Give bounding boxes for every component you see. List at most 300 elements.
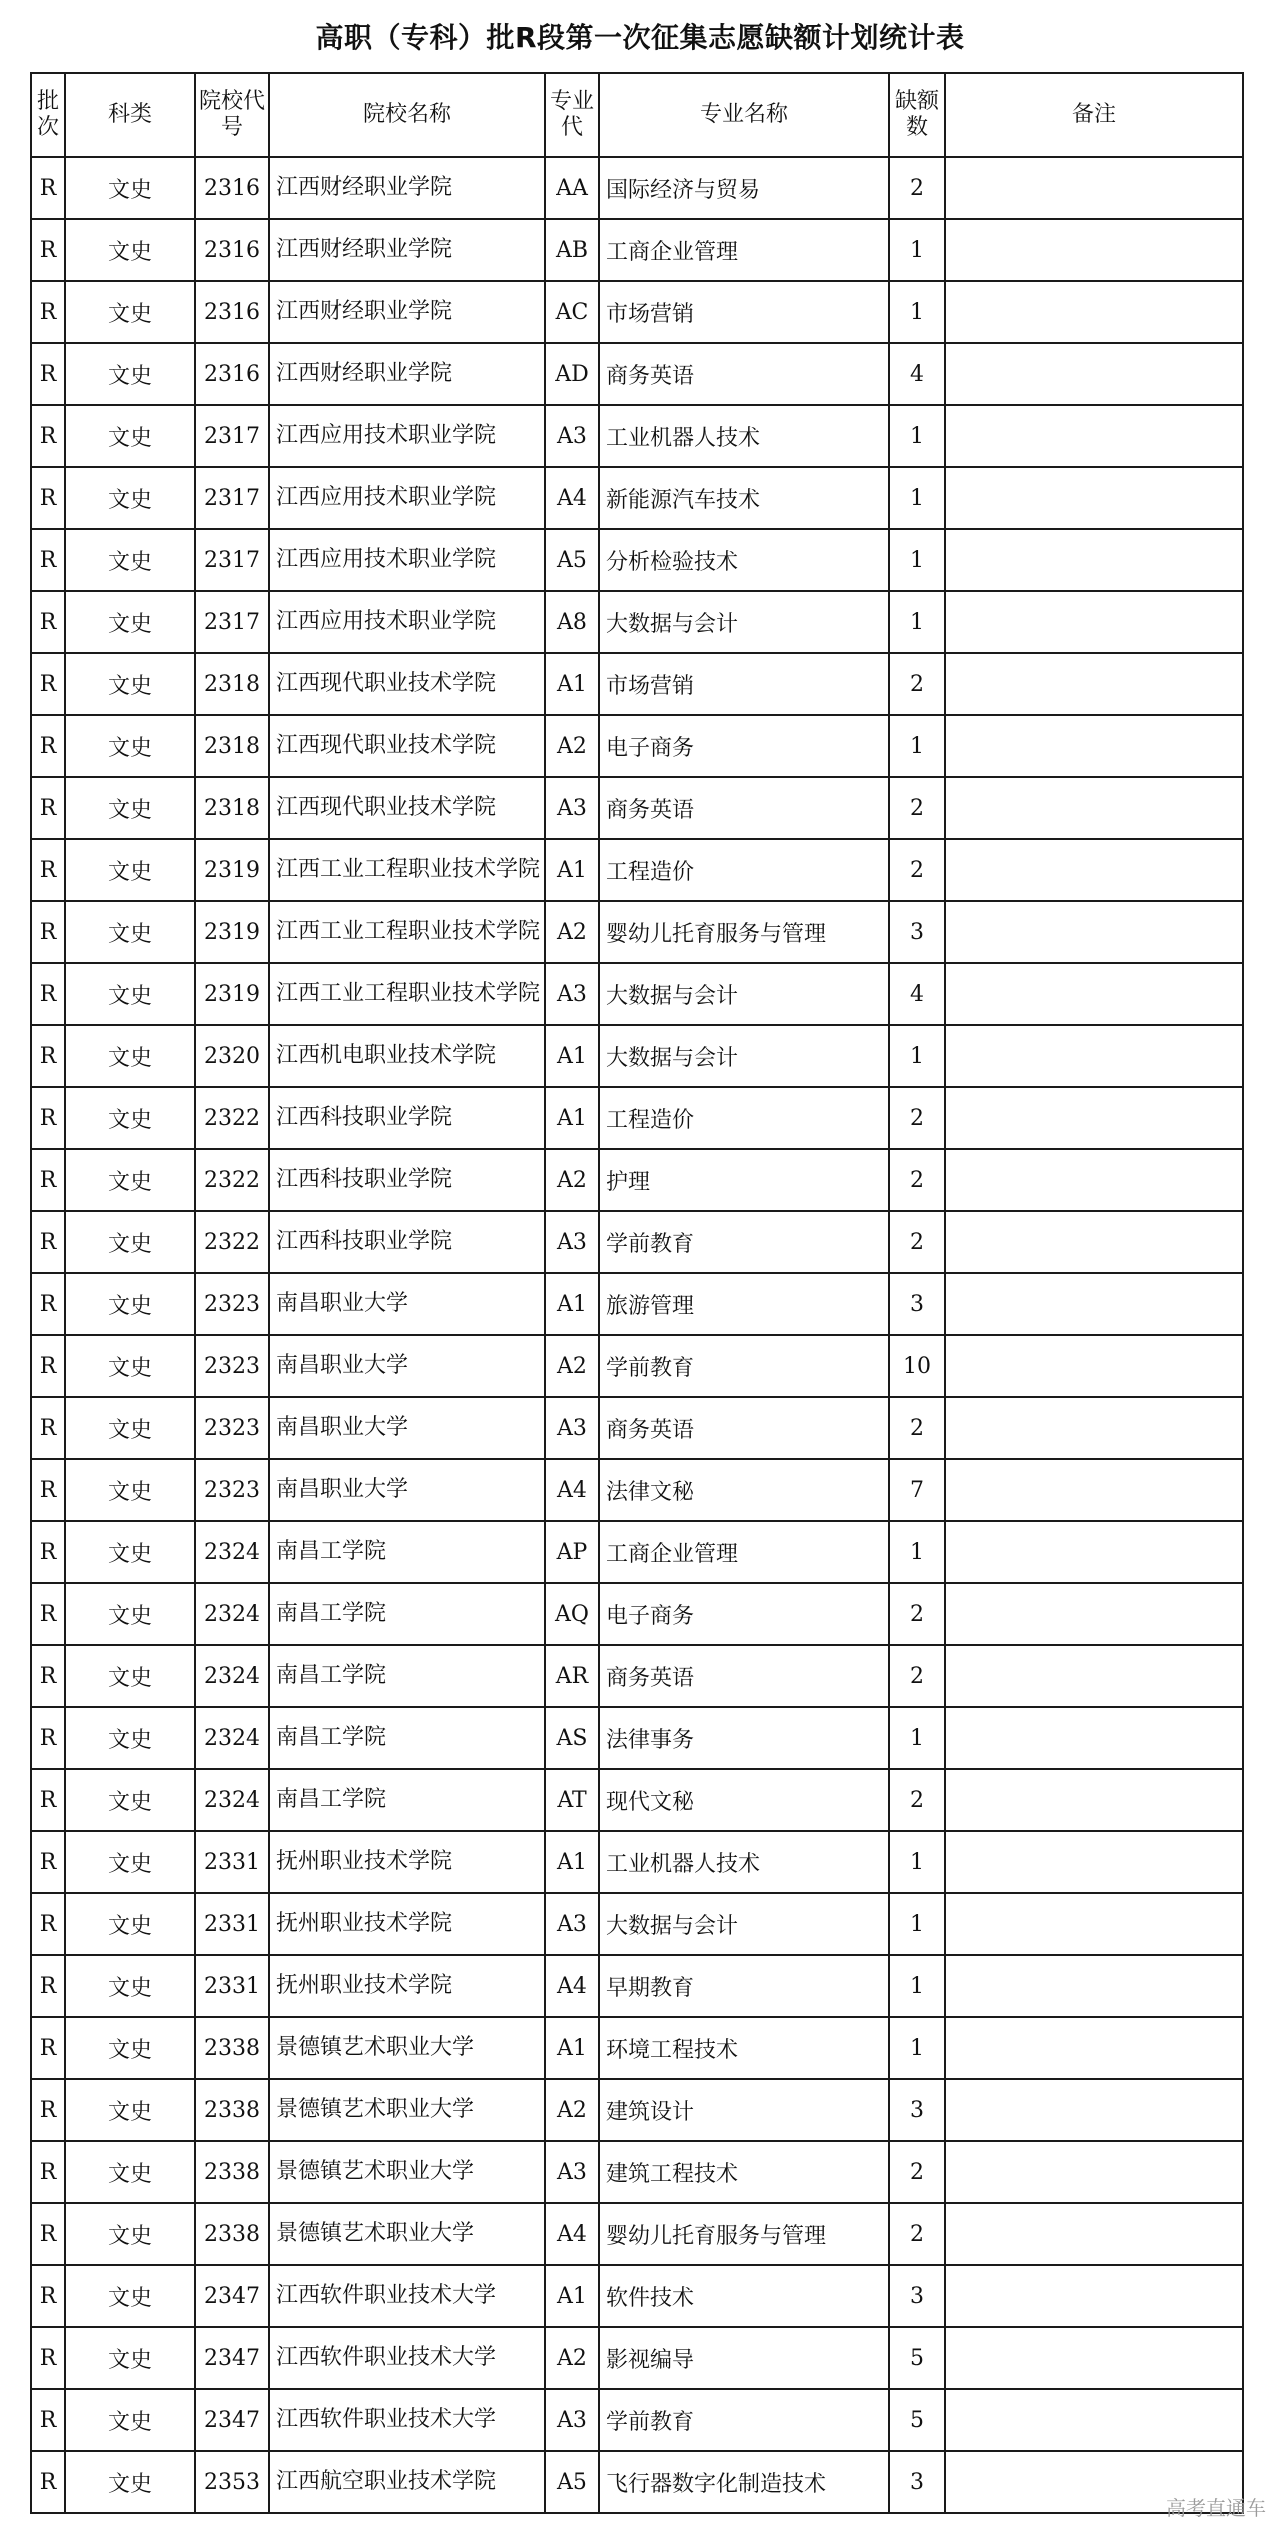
cell-category: 文史 xyxy=(65,715,195,777)
cell-school-name: 南昌工学院 xyxy=(269,1645,545,1707)
cell-school-name: 江西软件职业技术大学 xyxy=(269,2327,545,2389)
cell-major-name: 现代文秘 xyxy=(599,1769,889,1831)
cell-major-code: A3 xyxy=(545,2141,599,2203)
cell-major-code: A1 xyxy=(545,1025,599,1087)
cell-vacancy: 3 xyxy=(889,901,945,963)
table-row xyxy=(31,1583,1243,1645)
cell-vacancy: 1 xyxy=(889,405,945,467)
cell-note xyxy=(945,2141,1243,2203)
cell-major-code: A3 xyxy=(545,1211,599,1273)
cell-school-name: 南昌职业大学 xyxy=(269,1335,545,1397)
cell-batch: R xyxy=(31,1335,65,1397)
cell-note xyxy=(945,1273,1243,1335)
cell-major-name: 婴幼儿托育服务与管理 xyxy=(599,2203,889,2265)
cell-major-name: 婴幼儿托育服务与管理 xyxy=(599,901,889,963)
cell-batch: R xyxy=(31,2079,65,2141)
table-row xyxy=(31,715,1243,777)
cell-category: 文史 xyxy=(65,839,195,901)
cell-major-name: 建筑工程技术 xyxy=(599,2141,889,2203)
cell-major-name: 学前教育 xyxy=(599,1211,889,1273)
cell-vacancy: 10 xyxy=(889,1335,945,1397)
cell-batch: R xyxy=(31,1459,65,1521)
header-major-code: 专业代 xyxy=(545,73,599,157)
cell-major-code: AR xyxy=(545,1645,599,1707)
cell-note xyxy=(945,1459,1243,1521)
cell-category: 文史 xyxy=(65,2265,195,2327)
cell-vacancy: 1 xyxy=(889,1893,945,1955)
cell-batch: R xyxy=(31,777,65,839)
cell-category: 文史 xyxy=(65,405,195,467)
cell-vacancy: 2 xyxy=(889,1583,945,1645)
cell-category: 文史 xyxy=(65,2389,195,2451)
cell-school-code: 2318 xyxy=(195,715,269,777)
cell-school-code: 2316 xyxy=(195,157,269,219)
cell-category: 文史 xyxy=(65,281,195,343)
table-row xyxy=(31,777,1243,839)
cell-note xyxy=(945,1025,1243,1087)
cell-major-name: 建筑设计 xyxy=(599,2079,889,2141)
cell-note xyxy=(945,2017,1243,2079)
cell-batch: R xyxy=(31,1211,65,1273)
cell-school-code: 2324 xyxy=(195,1645,269,1707)
cell-major-code: A3 xyxy=(545,405,599,467)
table-row xyxy=(31,1149,1243,1211)
cell-vacancy: 5 xyxy=(889,2389,945,2451)
cell-school-name: 江西财经职业学院 xyxy=(269,157,545,219)
cell-category: 文史 xyxy=(65,157,195,219)
cell-vacancy: 3 xyxy=(889,2079,945,2141)
cell-batch: R xyxy=(31,2451,65,2513)
table-row xyxy=(31,529,1243,591)
cell-school-code: 2322 xyxy=(195,1211,269,1273)
cell-major-code: A2 xyxy=(545,1149,599,1211)
table-row xyxy=(31,2141,1243,2203)
cell-school-code: 2322 xyxy=(195,1087,269,1149)
cell-note xyxy=(945,1521,1243,1583)
cell-note xyxy=(945,281,1243,343)
cell-major-name: 工业机器人技术 xyxy=(599,405,889,467)
cell-school-code: 2324 xyxy=(195,1707,269,1769)
cell-batch: R xyxy=(31,1707,65,1769)
cell-school-code: 2324 xyxy=(195,1521,269,1583)
cell-major-name: 市场营销 xyxy=(599,653,889,715)
cell-school-name: 南昌工学院 xyxy=(269,1769,545,1831)
cell-note xyxy=(945,1831,1243,1893)
cell-category: 文史 xyxy=(65,2141,195,2203)
cell-category: 文史 xyxy=(65,1707,195,1769)
cell-note xyxy=(945,1583,1243,1645)
cell-major-name: 电子商务 xyxy=(599,1583,889,1645)
cell-vacancy: 1 xyxy=(889,2017,945,2079)
cell-major-name: 工程造价 xyxy=(599,839,889,901)
cell-category: 文史 xyxy=(65,1025,195,1087)
cell-school-name: 景德镇艺术职业大学 xyxy=(269,2141,545,2203)
cell-batch: R xyxy=(31,1397,65,1459)
table-row xyxy=(31,1645,1243,1707)
cell-school-name: 南昌职业大学 xyxy=(269,1397,545,1459)
cell-note xyxy=(945,1211,1243,1273)
cell-school-name: 江西软件职业技术大学 xyxy=(269,2265,545,2327)
cell-school-name: 江西科技职业学院 xyxy=(269,1149,545,1211)
cell-major-code: A5 xyxy=(545,2451,599,2513)
table-row xyxy=(31,1397,1243,1459)
header-batch: 批次 xyxy=(31,73,65,157)
cell-school-name: 抚州职业技术学院 xyxy=(269,1955,545,2017)
cell-vacancy: 2 xyxy=(889,777,945,839)
cell-batch: R xyxy=(31,1273,65,1335)
cell-major-name: 电子商务 xyxy=(599,715,889,777)
cell-major-name: 工程造价 xyxy=(599,1087,889,1149)
cell-batch: R xyxy=(31,1025,65,1087)
cell-school-name: 景德镇艺术职业大学 xyxy=(269,2017,545,2079)
cell-major-code: A8 xyxy=(545,591,599,653)
table-row xyxy=(31,2451,1243,2513)
cell-school-name: 江西现代职业技术学院 xyxy=(269,715,545,777)
cell-note xyxy=(945,901,1243,963)
cell-vacancy: 1 xyxy=(889,529,945,591)
cell-batch: R xyxy=(31,1893,65,1955)
cell-major-code: AS xyxy=(545,1707,599,1769)
cell-batch: R xyxy=(31,2141,65,2203)
cell-batch: R xyxy=(31,1831,65,1893)
cell-school-code: 2338 xyxy=(195,2203,269,2265)
cell-school-code: 2319 xyxy=(195,963,269,1025)
cell-major-name: 法律文秘 xyxy=(599,1459,889,1521)
cell-batch: R xyxy=(31,963,65,1025)
cell-school-name: 江西工业工程职业技术学院 xyxy=(269,839,545,901)
table-row xyxy=(31,281,1243,343)
cell-school-name: 南昌工学院 xyxy=(269,1583,545,1645)
cell-vacancy: 3 xyxy=(889,2265,945,2327)
table-row xyxy=(31,1893,1243,1955)
cell-batch: R xyxy=(31,2017,65,2079)
cell-batch: R xyxy=(31,157,65,219)
cell-school-code: 2324 xyxy=(195,1583,269,1645)
cell-category: 文史 xyxy=(65,1769,195,1831)
cell-school-name: 江西应用技术职业学院 xyxy=(269,467,545,529)
cell-major-name: 商务英语 xyxy=(599,1645,889,1707)
cell-major-name: 大数据与会计 xyxy=(599,963,889,1025)
table-row xyxy=(31,591,1243,653)
table-row xyxy=(31,343,1243,405)
cell-school-code: 2353 xyxy=(195,2451,269,2513)
cell-batch: R xyxy=(31,653,65,715)
table-row xyxy=(31,1707,1243,1769)
cell-category: 文史 xyxy=(65,2451,195,2513)
table-row xyxy=(31,2265,1243,2327)
cell-vacancy: 1 xyxy=(889,1831,945,1893)
cell-vacancy: 2 xyxy=(889,2141,945,2203)
cell-category: 文史 xyxy=(65,1893,195,1955)
cell-category: 文史 xyxy=(65,1149,195,1211)
cell-note xyxy=(945,219,1243,281)
cell-category: 文史 xyxy=(65,1459,195,1521)
cell-school-name: 江西应用技术职业学院 xyxy=(269,591,545,653)
cell-vacancy: 1 xyxy=(889,219,945,281)
cell-school-name: 南昌工学院 xyxy=(269,1521,545,1583)
cell-note xyxy=(945,343,1243,405)
cell-category: 文史 xyxy=(65,2079,195,2141)
cell-note xyxy=(945,1149,1243,1211)
table-row xyxy=(31,405,1243,467)
cell-major-name: 环境工程技术 xyxy=(599,2017,889,2079)
cell-school-code: 2317 xyxy=(195,405,269,467)
cell-major-name: 大数据与会计 xyxy=(599,1893,889,1955)
cell-school-code: 2322 xyxy=(195,1149,269,1211)
cell-category: 文史 xyxy=(65,1211,195,1273)
cell-category: 文史 xyxy=(65,2327,195,2389)
cell-school-name: 抚州职业技术学院 xyxy=(269,1893,545,1955)
cell-major-code: AT xyxy=(545,1769,599,1831)
cell-vacancy: 2 xyxy=(889,1645,945,1707)
cell-vacancy: 7 xyxy=(889,1459,945,1521)
cell-category: 文史 xyxy=(65,1087,195,1149)
cell-school-code: 2317 xyxy=(195,591,269,653)
cell-major-name: 分析检验技术 xyxy=(599,529,889,591)
cell-major-name: 学前教育 xyxy=(599,1335,889,1397)
cell-batch: R xyxy=(31,2389,65,2451)
table-row xyxy=(31,1521,1243,1583)
cell-major-code: A3 xyxy=(545,1397,599,1459)
cell-school-code: 2319 xyxy=(195,901,269,963)
cell-major-code: A2 xyxy=(545,901,599,963)
table-row xyxy=(31,1087,1243,1149)
cell-school-code: 2331 xyxy=(195,1955,269,2017)
cell-vacancy: 1 xyxy=(889,1707,945,1769)
cell-batch: R xyxy=(31,715,65,777)
table-row xyxy=(31,1273,1243,1335)
table-header-row xyxy=(31,73,1243,157)
cell-school-code: 2316 xyxy=(195,219,269,281)
cell-school-name: 南昌工学院 xyxy=(269,1707,545,1769)
cell-vacancy: 2 xyxy=(889,839,945,901)
cell-batch: R xyxy=(31,1955,65,2017)
cell-school-code: 2347 xyxy=(195,2327,269,2389)
cell-category: 文史 xyxy=(65,901,195,963)
cell-note xyxy=(945,1397,1243,1459)
cell-school-name: 景德镇艺术职业大学 xyxy=(269,2203,545,2265)
cell-school-code: 2323 xyxy=(195,1459,269,1521)
cell-note xyxy=(945,1893,1243,1955)
cell-major-code: AQ xyxy=(545,1583,599,1645)
cell-major-code: A1 xyxy=(545,1831,599,1893)
cell-school-name: 江西应用技术职业学院 xyxy=(269,529,545,591)
cell-batch: R xyxy=(31,281,65,343)
table-row xyxy=(31,1769,1243,1831)
cell-major-name: 飞行器数字化制造技术 xyxy=(599,2451,889,2513)
cell-category: 文史 xyxy=(65,1335,195,1397)
cell-major-name: 商务英语 xyxy=(599,1397,889,1459)
cell-school-name: 抚州职业技术学院 xyxy=(269,1831,545,1893)
cell-school-name: 江西科技职业学院 xyxy=(269,1211,545,1273)
cell-vacancy: 1 xyxy=(889,1521,945,1583)
cell-school-name: 江西工业工程职业技术学院 xyxy=(269,901,545,963)
cell-vacancy: 1 xyxy=(889,467,945,529)
header-vacancy: 缺额数 xyxy=(889,73,945,157)
cell-major-code: A2 xyxy=(545,715,599,777)
cell-major-code: A2 xyxy=(545,1335,599,1397)
header-category: 科类 xyxy=(65,73,195,157)
cell-note xyxy=(945,2203,1243,2265)
cell-category: 文史 xyxy=(65,529,195,591)
cell-vacancy: 2 xyxy=(889,653,945,715)
cell-school-name: 江西工业工程职业技术学院 xyxy=(269,963,545,1025)
cell-school-code: 2338 xyxy=(195,2141,269,2203)
cell-batch: R xyxy=(31,2203,65,2265)
cell-batch: R xyxy=(31,1521,65,1583)
cell-note xyxy=(945,1707,1243,1769)
cell-school-code: 2317 xyxy=(195,467,269,529)
cell-batch: R xyxy=(31,839,65,901)
cell-vacancy: 1 xyxy=(889,1955,945,2017)
table-row xyxy=(31,1025,1243,1087)
table-row xyxy=(31,963,1243,1025)
cell-batch: R xyxy=(31,467,65,529)
cell-batch: R xyxy=(31,1583,65,1645)
cell-major-code: AB xyxy=(545,219,599,281)
cell-major-name: 国际经济与贸易 xyxy=(599,157,889,219)
cell-major-code: A1 xyxy=(545,2265,599,2327)
cell-school-name: 江西科技职业学院 xyxy=(269,1087,545,1149)
cell-school-name: 江西财经职业学院 xyxy=(269,281,545,343)
cell-school-code: 2319 xyxy=(195,839,269,901)
cell-vacancy: 3 xyxy=(889,2451,945,2513)
cell-major-code: AP xyxy=(545,1521,599,1583)
cell-vacancy: 3 xyxy=(889,1273,945,1335)
cell-school-code: 2317 xyxy=(195,529,269,591)
cell-category: 文史 xyxy=(65,467,195,529)
cell-note xyxy=(945,715,1243,777)
cell-major-name: 大数据与会计 xyxy=(599,591,889,653)
cell-school-name: 南昌职业大学 xyxy=(269,1459,545,1521)
cell-batch: R xyxy=(31,901,65,963)
cell-note xyxy=(945,157,1243,219)
cell-note xyxy=(945,405,1243,467)
cell-major-name: 早期教育 xyxy=(599,1955,889,2017)
cell-school-code: 2323 xyxy=(195,1335,269,1397)
cell-category: 文史 xyxy=(65,219,195,281)
cell-major-code: A1 xyxy=(545,653,599,715)
cell-major-name: 软件技术 xyxy=(599,2265,889,2327)
cell-major-name: 影视编导 xyxy=(599,2327,889,2389)
cell-major-code: A4 xyxy=(545,1955,599,2017)
cell-note xyxy=(945,467,1243,529)
table-row xyxy=(31,839,1243,901)
cell-school-name: 江西机电职业技术学院 xyxy=(269,1025,545,1087)
cell-batch: R xyxy=(31,591,65,653)
cell-school-code: 2318 xyxy=(195,777,269,839)
cell-note xyxy=(945,2327,1243,2389)
cell-category: 文史 xyxy=(65,343,195,405)
cell-major-code: A3 xyxy=(545,1893,599,1955)
cell-school-name: 江西现代职业技术学院 xyxy=(269,653,545,715)
cell-vacancy: 1 xyxy=(889,281,945,343)
cell-batch: R xyxy=(31,1645,65,1707)
cell-batch: R xyxy=(31,529,65,591)
cell-note xyxy=(945,1769,1243,1831)
watermark-text: 高考直通车 xyxy=(1166,2496,1266,2520)
cell-school-code: 2316 xyxy=(195,281,269,343)
table-row xyxy=(31,2389,1243,2451)
cell-note xyxy=(945,963,1243,1025)
cell-note xyxy=(945,653,1243,715)
cell-note xyxy=(945,1645,1243,1707)
cell-category: 文史 xyxy=(65,2203,195,2265)
cell-batch: R xyxy=(31,2265,65,2327)
header-school-name: 院校名称 xyxy=(269,73,545,157)
cell-major-name: 新能源汽车技术 xyxy=(599,467,889,529)
cell-school-name: 江西软件职业技术大学 xyxy=(269,2389,545,2451)
cell-category: 文史 xyxy=(65,777,195,839)
cell-vacancy: 1 xyxy=(889,591,945,653)
cell-category: 文史 xyxy=(65,1521,195,1583)
cell-major-code: A3 xyxy=(545,963,599,1025)
page-title: 高职（专科）批R段第一次征集志愿缺额计划统计表 xyxy=(315,21,965,54)
cell-category: 文史 xyxy=(65,1583,195,1645)
table-row xyxy=(31,2327,1243,2389)
cell-major-code: A4 xyxy=(545,1459,599,1521)
cell-major-code: A3 xyxy=(545,2389,599,2451)
cell-major-name: 学前教育 xyxy=(599,2389,889,2451)
cell-major-name: 市场营销 xyxy=(599,281,889,343)
cell-school-code: 2347 xyxy=(195,2389,269,2451)
cell-vacancy: 1 xyxy=(889,715,945,777)
table-row xyxy=(31,901,1243,963)
cell-note xyxy=(945,1335,1243,1397)
cell-major-name: 商务英语 xyxy=(599,777,889,839)
cell-major-name: 商务英语 xyxy=(599,343,889,405)
cell-major-code: A5 xyxy=(545,529,599,591)
cell-batch: R xyxy=(31,1149,65,1211)
cell-note xyxy=(945,2265,1243,2327)
table-row xyxy=(31,653,1243,715)
cell-category: 文史 xyxy=(65,1397,195,1459)
table-row xyxy=(31,2203,1243,2265)
table-row xyxy=(31,1955,1243,2017)
table-row xyxy=(31,1211,1243,1273)
cell-vacancy: 2 xyxy=(889,1397,945,1459)
cell-major-name: 工商企业管理 xyxy=(599,219,889,281)
cell-category: 文史 xyxy=(65,591,195,653)
cell-major-name: 工商企业管理 xyxy=(599,1521,889,1583)
cell-batch: R xyxy=(31,405,65,467)
cell-category: 文史 xyxy=(65,1273,195,1335)
cell-vacancy: 2 xyxy=(889,1769,945,1831)
cell-batch: R xyxy=(31,343,65,405)
cell-major-code: A1 xyxy=(545,1273,599,1335)
cell-vacancy: 5 xyxy=(889,2327,945,2389)
cell-note xyxy=(945,2389,1243,2451)
cell-school-name: 景德镇艺术职业大学 xyxy=(269,2079,545,2141)
table-row xyxy=(31,467,1243,529)
cell-category: 文史 xyxy=(65,2017,195,2079)
cell-note xyxy=(945,1087,1243,1149)
cell-school-name: 南昌职业大学 xyxy=(269,1273,545,1335)
cell-major-code: A1 xyxy=(545,2017,599,2079)
header-major-name: 专业名称 xyxy=(599,73,889,157)
header-school-code: 院校代号 xyxy=(195,73,269,157)
vacancy-table xyxy=(30,72,1244,2514)
cell-note xyxy=(945,591,1243,653)
table-row xyxy=(31,157,1243,219)
cell-vacancy: 4 xyxy=(889,343,945,405)
cell-school-code: 2338 xyxy=(195,2079,269,2141)
cell-school-code: 2324 xyxy=(195,1769,269,1831)
cell-batch: R xyxy=(31,1087,65,1149)
cell-school-name: 江西应用技术职业学院 xyxy=(269,405,545,467)
cell-major-name: 旅游管理 xyxy=(599,1273,889,1335)
cell-school-name: 江西财经职业学院 xyxy=(269,343,545,405)
